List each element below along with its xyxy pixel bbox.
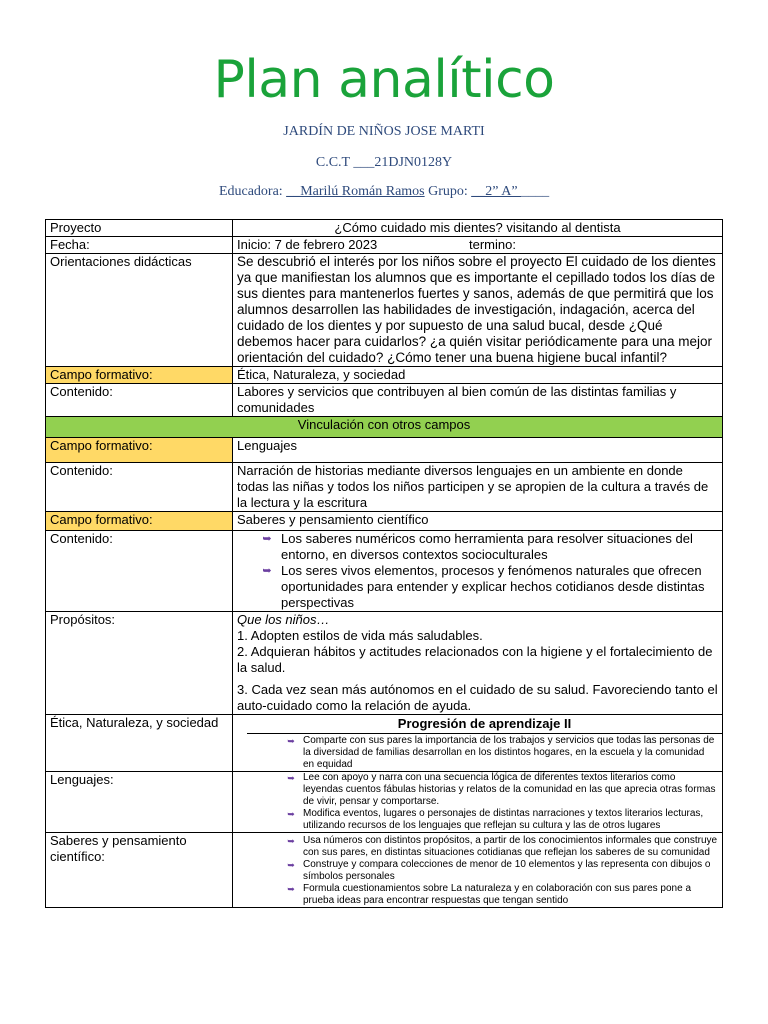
campo-2-label: Campo formativo:: [46, 438, 233, 463]
saberes-label: Saberes y pensamiento científico:: [46, 833, 233, 908]
list-item: ➥ Formula cuestionamientos sobre La naturaleza y en colaboración con sus pares pone a prueba ideas para encontrar respuestas que tengan sentido: [283, 883, 718, 907]
list-item: ➥ Los saberes numéricos como herramienta para resolver situaciones del entorno, en diversos contextos socioculturales: [259, 531, 718, 563]
campo-1-value: Ética, Naturaleza, y sociedad: [233, 367, 723, 384]
propositos-intro: Que los niños…: [237, 612, 330, 627]
list-item: ➥ Comparte con sus pares la importancia de los trabajos y servicios que todas las personas de la diversidad de familias desarrollan en los distintos hogares, en la escuela y la comunidad en equidad: [283, 735, 718, 771]
campo-3-value: Saberes y pensamiento científico: [233, 512, 723, 531]
arrow-bullet-icon: ➥: [262, 565, 272, 577]
row-etica: [46, 715, 723, 772]
row-propositos: [46, 612, 723, 715]
cct-label: C.C.T ___: [315, 155, 375, 170]
campo-2-value: Lenguajes: [233, 438, 723, 463]
contenido-2-label: Contenido:: [46, 463, 233, 512]
school-name: JARDÍN DE NIÑOS JOSE MARTI: [283, 124, 485, 139]
row-orientaciones: [46, 254, 723, 367]
list-item: ➥ Construye y compara colecciones de menor de 10 elementos y las representa con dibujos o símbolos personales: [283, 859, 718, 883]
grupo-tail: ____: [521, 184, 550, 199]
fecha-termino: termino:: [469, 237, 516, 252]
list-item: 1. Adopten estilos de vida más saludables.: [237, 628, 483, 643]
etica-label: Ética, Naturaleza, y sociedad: [46, 715, 233, 772]
arrow-bullet-icon: ➥: [287, 809, 295, 819]
list-item: ➥ Modifica eventos, lugares o personajes de distintas narraciones y textos literarios lecturas, utilizando recursos de los lenguajes que reflejan su cultura y las de otros lugares: [283, 808, 718, 832]
page-title: Plan analítico: [213, 50, 555, 110]
contenido-3-label: Contenido:: [46, 531, 233, 612]
contenido-1-value: Labores y servicios que contribuyen al bien común de las distintas familias y comunidades: [233, 384, 723, 417]
row-campo-3: [46, 512, 723, 531]
list-item: 3. Cada vez sean más autónomos en el cuidado de su salud. Favoreciendo tanto el auto-cuidado como la relación de ayuda.: [237, 682, 718, 713]
propositos-label: Propósitos:: [46, 612, 233, 715]
orientaciones-text: Se descubrió el interés por los niños sobre el proyecto El cuidado de los dientes ya que manifiestan los alumnos que es importante el cepillado todos los días de sus dientes para mantenerlos fuertes y sanos, además de que permitirá que los alumnos desarrollen las habilidades de investigación, indagación, acerca del cuidado de los dientes y por supuesto de una salud bucal, desde ¿Qué debemos hacer para cuidarlos? ¿a quién visitar periódicamente para una mejor orientación del cuidado? ¿Cómo tener una buena higiene bucal infantil?: [233, 254, 723, 367]
list-item: ➥ Los seres vivos elementos, procesos y fenómenos naturales que ofrecen oportunidades para entender y explicar hechos cotidianos desde distintas perspectivas: [259, 563, 718, 611]
educadora-label: Educadora:: [218, 184, 287, 199]
proyecto-label: Proyecto: [46, 220, 233, 237]
cct-value: 21DJN0128Y: [374, 155, 453, 170]
contenido-2-value: Narración de historias mediante diversos lenguajes en un ambiente en donde todas las niñas y todos los niños participen y se apropien de la cultura a través de la lectura y la escritura: [233, 463, 723, 512]
arrow-bullet-icon: ➥: [287, 773, 295, 783]
fecha-inicio: Inicio: 7 de febrero 2023: [237, 237, 378, 252]
row-contenido-1: [46, 384, 723, 417]
educadora-line: [0, 184, 768, 200]
campo-3-label: Campo formativo:: [46, 512, 233, 531]
vinculacion-header: Vinculación con otros campos: [46, 417, 723, 438]
cct-line: [0, 155, 768, 171]
arrow-bullet-icon: ➥: [287, 836, 295, 846]
orientaciones-label: Orientaciones didácticas: [46, 254, 233, 367]
list-item: ➥ Usa números con distintos propósitos, a partir de los conocimientos informales que construye con sus pares, en distintas situaciones cotidianas que reflejan los saberes de su comunidad: [283, 835, 718, 859]
lenguajes-label: Lenguajes:: [46, 772, 233, 833]
row-lenguajes: [46, 772, 723, 833]
propositos-value: [233, 612, 723, 715]
fecha-value: [233, 237, 723, 254]
row-campo-1: [46, 367, 723, 384]
row-fecha: [46, 237, 723, 254]
row-proyecto: [46, 220, 723, 237]
arrow-bullet-icon: ➥: [287, 860, 295, 870]
arrow-bullet-icon: ➥: [287, 884, 295, 894]
progresion-title: Progresión de aprendizaje II: [247, 715, 722, 734]
plan-table: [45, 219, 723, 908]
campo-1-label: Campo formativo:: [46, 367, 233, 384]
grupo-value: __2” A”: [471, 184, 522, 199]
fecha-label: Fecha:: [46, 237, 233, 254]
contenido-1-label: Contenido:: [46, 384, 233, 417]
row-saberes: [46, 833, 723, 908]
proyecto-value: ¿Cómo cuidado mis dientes? visitando al dentista: [233, 220, 723, 237]
educadora-value: __Marilú Román Ramos: [286, 184, 425, 199]
row-contenido-2: [46, 463, 723, 512]
arrow-bullet-icon: ➥: [287, 736, 295, 746]
grupo-label: Grupo:: [424, 184, 472, 199]
arrow-bullet-icon: ➥: [262, 533, 272, 545]
contenido-3-value: [233, 531, 723, 612]
list-item: 2. Adquieran hábitos y actitudes relacionados con la higiene y el fortalecimiento de la salud.: [237, 644, 713, 675]
row-contenido-3: [46, 531, 723, 612]
list-item: ➥ Lee con apoyo y narra con una secuencia lógica de diferentes textos literarios como leyendas cuentos fábulas historias y relatos de la comunidad en las que aprecia otras formas de vivir, pensar y comportarse.: [283, 772, 718, 808]
lenguajes-value: [233, 772, 723, 833]
saberes-value: [233, 833, 723, 908]
row-campo-2: [46, 438, 723, 463]
etica-value: [233, 715, 723, 772]
row-vinculacion: [46, 417, 723, 438]
